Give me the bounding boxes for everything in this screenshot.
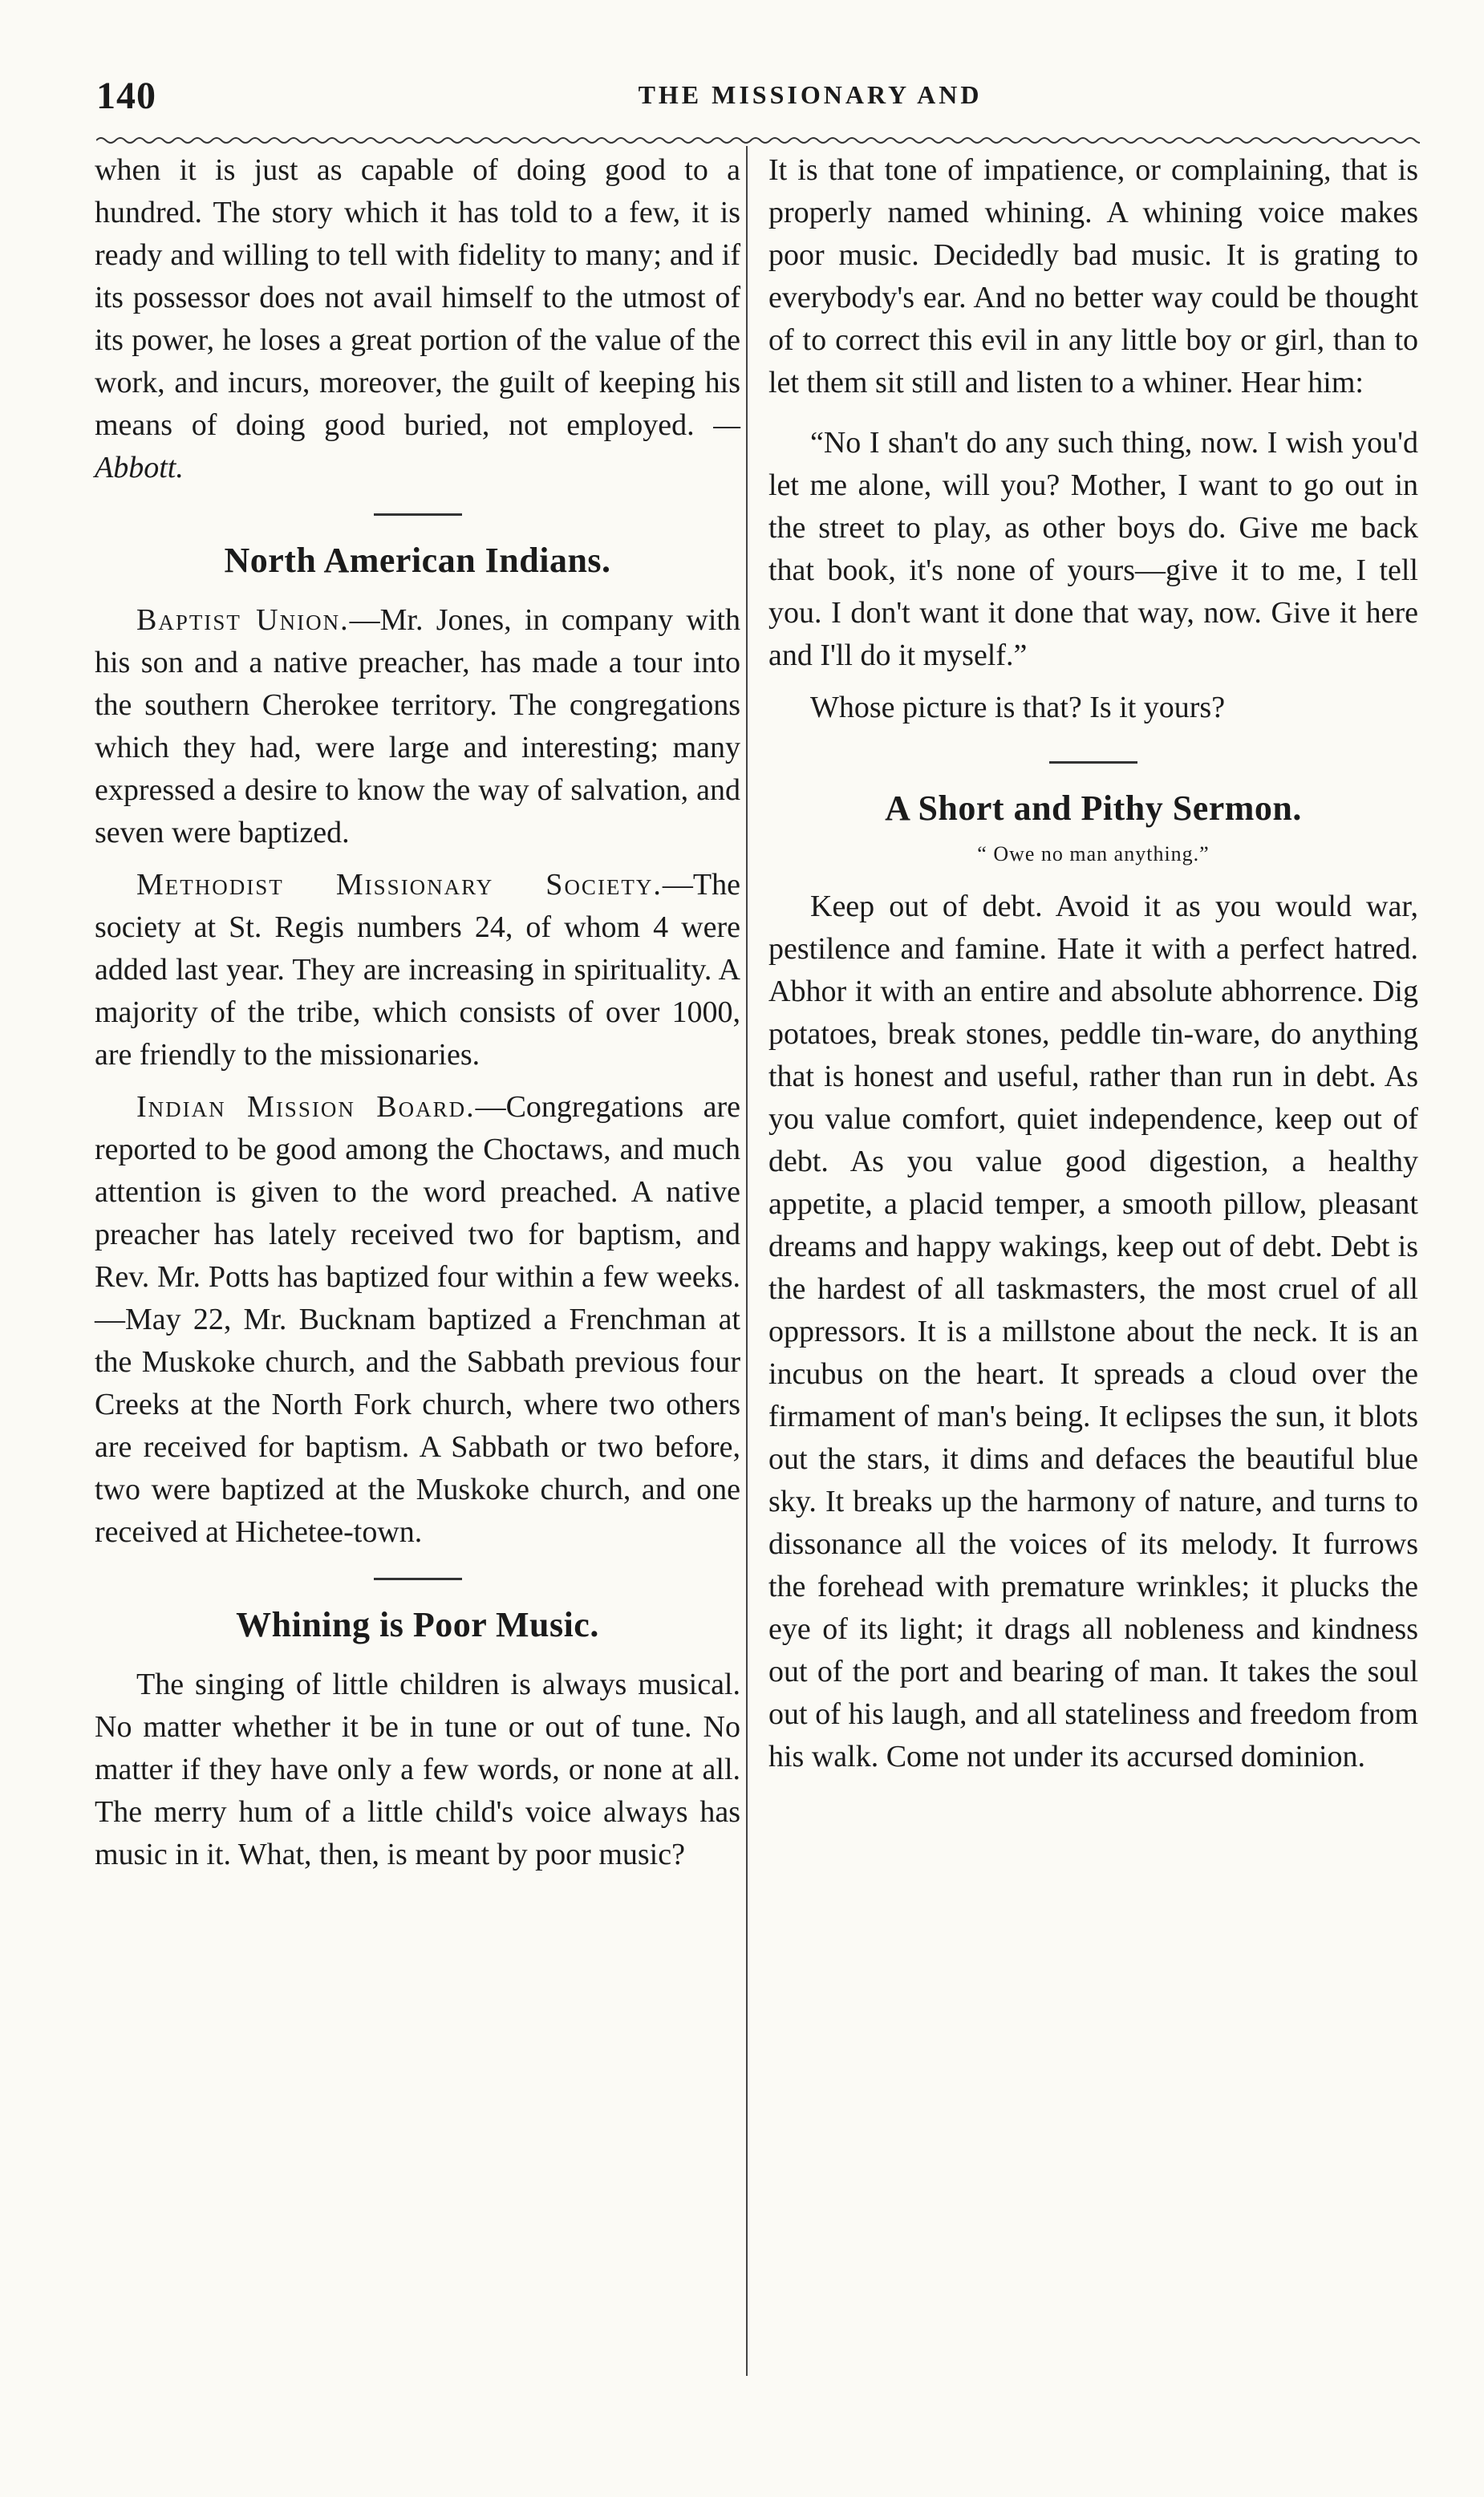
running-title: THE MISSIONARY AND <box>638 80 983 109</box>
left-column <box>95 149 740 1876</box>
section-divider <box>374 1578 462 1580</box>
section-divider <box>1049 761 1137 764</box>
header-wavy-rule <box>96 135 1420 146</box>
paragraph-whining-continued: It is that tone of impatience, or complaining, that is properly named whining. A whining voice makes poor music. Decidedly bad music. It is grating to everybody's ear. And no better way could be thought of to correct this evil in any little boy or girl, than to let them sit still and listen to a whiner. Hear him: <box>768 153 1418 399</box>
intro-text: when it is just as capable of doing good to a hundred. The story which it has told to a few, it is ready and willing to tell with fidelity to many; and if its possessor does not avail himself to the utmost of its power, he loses a great portion of the value of the work, and incurs, moreover, the guilt of keeping his means of doing good buried, not employed. <box>95 153 740 442</box>
paragraph-heading: Baptist Union. <box>136 603 350 637</box>
paragraph-whose-picture: Whose picture is that? Is it yours? <box>810 691 1226 724</box>
section-title-whining-is-poor-music: Whining is Poor Music. <box>236 1605 599 1644</box>
paragraph-whining-intro: The singing of little children is always musical. No matter whether it be in tune or out of tune. No matter if they have only a few words, or none at all. The merry hum of a little child's voice always has music in it. What, then, is meant by poor music? <box>95 1668 740 1871</box>
intro-paragraph <box>95 149 740 489</box>
paragraph-text: —The society at St. Regis numbers 24, of whom 4 were added last year. They are increasing in spirituality. A majority of the tribe, which consists of over 1000, are friendly to the missionaries. <box>95 868 740 1072</box>
intro-attribution: —Abbott. <box>95 408 741 484</box>
sermon-epigraph: “ Owe no man anything.” <box>977 842 1210 865</box>
paragraph-heading: Indian Mission Board. <box>136 1090 476 1124</box>
paragraph-indian-mission-board <box>95 1086 740 1554</box>
section-divider <box>374 513 462 516</box>
paragraph-text: —Mr. Jones, in company with his son and a native preacher, has made a tour into the southern Cherokee territory. The congregations which they had, were large and interesting; many expressed a desire to know the way of salvation, and seven were baptized. <box>95 603 740 849</box>
page-header <box>96 74 1412 130</box>
paragraph-text: —Congregations are reported to be good among the Choctaws, and much attention is given to the word preached. A native preacher has lately received two for baptism, and Rev. Mr. Potts has baptized four within a few weeks.—May 22, Mr. Bucknam baptized a Frenchman at the Muskoke church, and the Sabbath previous four Creeks at the North Fork church, where two others are received for baptism. A Sabbath or two before, two were baptized at the Muskoke church, and one received at Hichetee-town. <box>95 1090 740 1549</box>
quoted-whiner-speech: “No I shan't do any such thing, now. I wish you'd let me alone, will you? Mother, I want to go out in the street to play, as other boys do. Give me back that book, it's none of yours—give it to me, I tell you. I don't want it done that way, now. Give it here and I'll do it myself.” <box>768 426 1418 672</box>
section-title-north-american-indians: North American Indians. <box>224 541 611 580</box>
paragraph-heading: Methodist Missionary Society. <box>136 868 663 902</box>
page-number: 140 <box>96 75 156 117</box>
paragraph-baptist-union <box>95 599 740 854</box>
paragraph-methodist-missionary-society <box>95 864 740 1076</box>
right-column <box>768 149 1418 1778</box>
paragraph-sermon-body: Keep out of debt. Avoid it as you would war, pestilence and famine. Hate it with a perfect hatred. Abhor it with an entire and absolute abhorrence. Dig potatoes, break stones, peddle tin-ware, do anything that is honest and useful, rather than run in debt. As you value comfort, quiet independence, keep out of debt. As you value good digestion, a healthy appetite, a placid temper, a smooth pillow, pleasant dreams and happy wakings, keep out of debt. Debt is the hardest of all taskmasters, the most cruel of all oppressors. It is a millstone about the neck. It is an incubus on the heart. It spreads a cloud over the firmament of man's being. It eclipses the sun, it blots out the stars, it dims and defaces the beautiful blue sky. It breaks up the harmony of nature, and turns to dissonance all the voices of its melody. It furrows the forehead with premature wrinkles; it plucks the eye of its light; it drags all nobleness and kindness out of the port and bearing of man. It takes the soul out of his laugh, and all stateliness and freedom from his walk. Come not under its accursed dominion. <box>768 890 1418 1773</box>
section-title-short-and-pithy-sermon: A Short and Pithy Sermon. <box>885 788 1302 828</box>
column-divider <box>746 146 748 2376</box>
